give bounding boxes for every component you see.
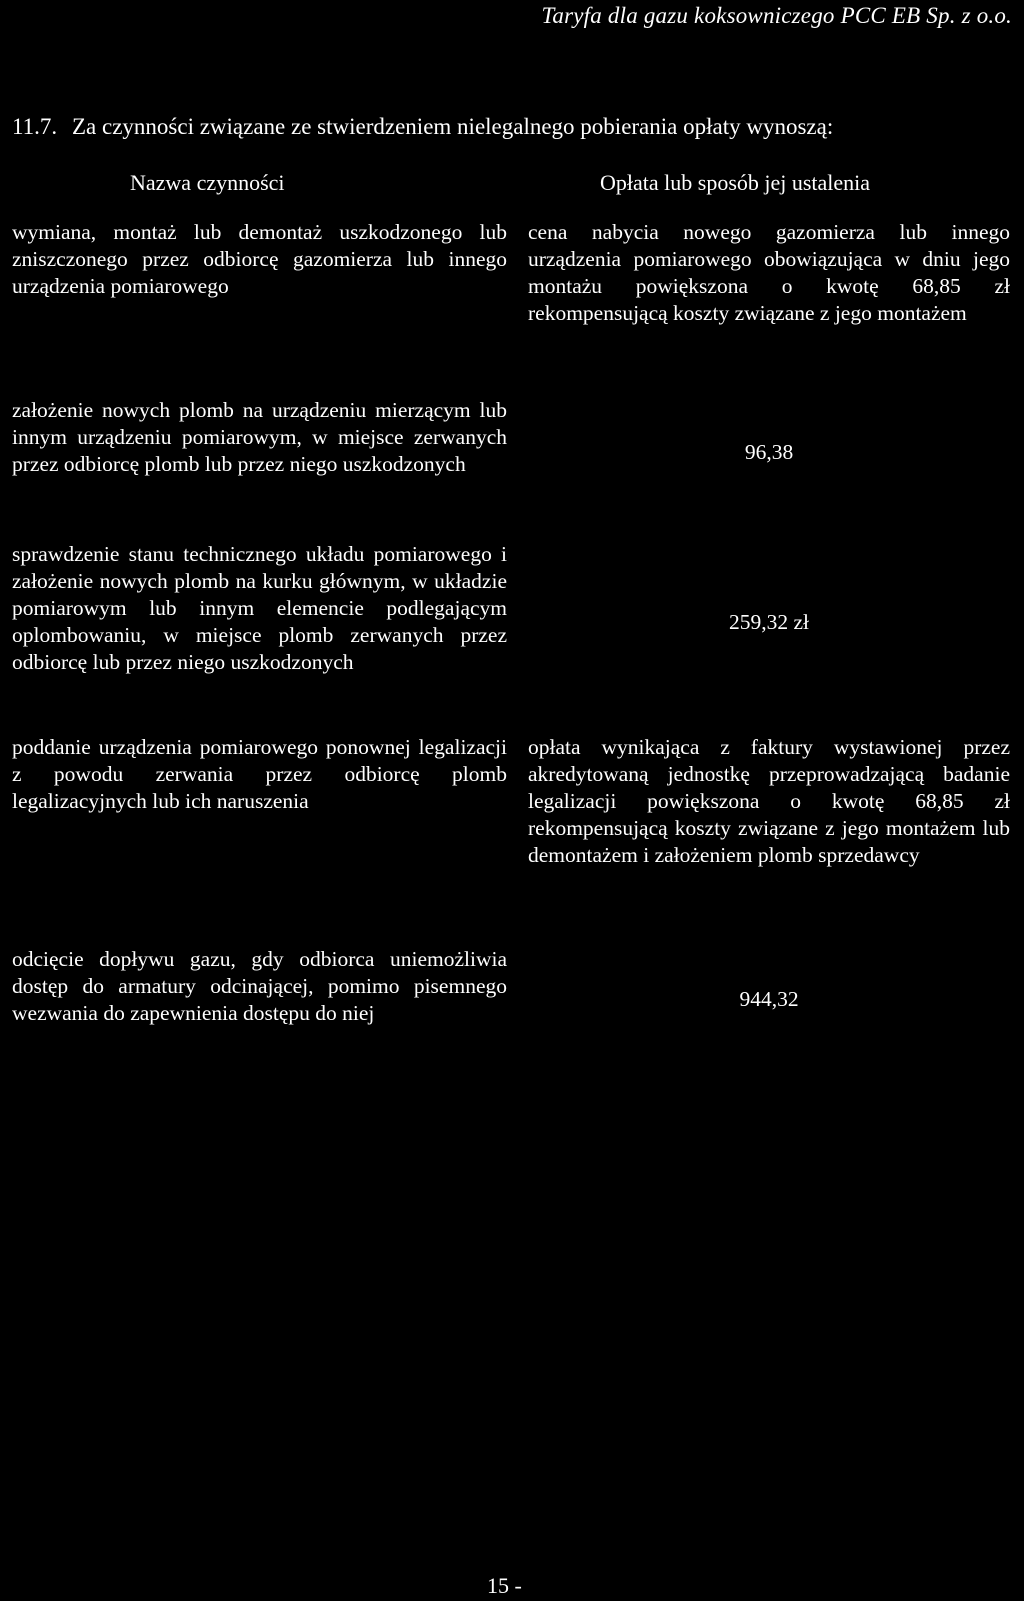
row-fee: opłata wynikająca z faktury wystawionej przez akredytowaną jednostkę przeprowadzającą badanie legalizacji powiększona o kwotę 68,85 zł rekompensującą koszty związane z jego montażem lub demontażem i założeniem plomb sprzedawcy — [528, 735, 1010, 867]
row-activity: poddanie urządzenia pomiarowego ponownej legalizacji z powodu zerwania przez odbiorcę plomb legalizacyjnych lub ich naruszenia — [12, 735, 507, 813]
row-fee: 944,32 — [739, 987, 799, 1011]
column-header-fee: Opłata lub sposób jej ustalenia — [600, 170, 871, 195]
row-activity: wymiana, montaż lub demontaż uszkodzonego lub zniszczonego przez odbiorcę gazomierza lub innego urządzenia pomiarowego — [12, 220, 507, 298]
section-number: 11.7. — [12, 114, 58, 139]
row-activity: założenie nowych plomb na urządzeniu mierzącym lub innym urządzeniu pomiarowym, w miejsce zerwanych przez odbiorcę plomb lub przez niego uszkodzonych — [12, 398, 507, 476]
row-fee: 96,38 — [744, 440, 794, 464]
page-number: 15 - — [487, 1573, 522, 1598]
section-heading — [12, 114, 833, 140]
document-header: Taryfa dla gazu koksowniczego PCC EB Sp. z o.o. — [541, 3, 1012, 28]
section-title: Za czynności związane ze stwierdzeniem nielegalnego pobierania opłaty wynoszą: — [72, 114, 834, 139]
column-header-activity: Nazwa czynności — [130, 170, 285, 195]
row-activity: odcięcie dopływu gazu, gdy odbiorca uniemożliwia dostęp do armatury odcinającej, pomimo pisemnego wezwania do zapewnienia dostępu do niej — [12, 947, 507, 1025]
row-fee: 259,32 zł — [728, 610, 810, 634]
row-fee: cena nabycia nowego gazomierza lub innego urządzenia pomiarowego obowiązująca w dniu jego montażu powiększona o kwotę 68,85 zł rekompensującą koszty związane z jego montażem — [528, 220, 1010, 325]
row-activity: sprawdzenie stanu technicznego układu pomiarowego i założenie nowych plomb na kurku głównym, w układzie pomiarowym lub innym elemencie podlegającym oplombowaniu, w miejsce plomb zerwanych przez odbiorcę lub przez niego uszkodzonych — [12, 542, 507, 674]
